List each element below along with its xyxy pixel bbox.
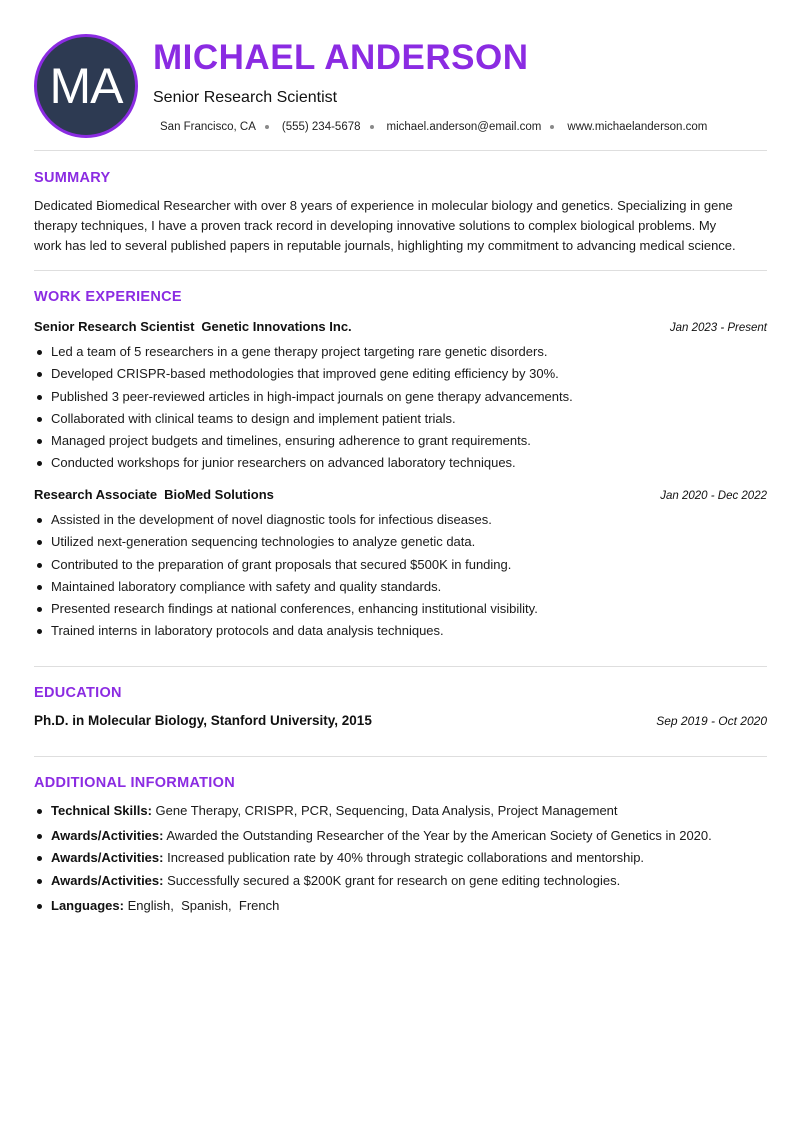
job-bullets [34, 341, 767, 475]
summary-heading: SUMMARY [34, 170, 111, 186]
summary-line: therapy techniques, I have a proven track record in developing innovative solutions to complex biological problems. My [34, 218, 717, 233]
item-text: Successfully secured a $200K grant for research on gene editing technologies. [167, 872, 621, 888]
job-header [34, 318, 767, 336]
summary-line: work has led to several published papers in reputable journals, highlighting my commitment to advancing medical science. [34, 238, 736, 253]
item-label: Awards/Activities: [51, 850, 164, 866]
item-text: Increased publication rate by 40% through strategic collaborations and mentorship. [167, 850, 645, 866]
list-item: Developed CRISPR-based methodologies that improved gene editing efficiency by 30%. [34, 363, 767, 385]
contact-website[interactable]: www.michaelanderson.com [567, 121, 708, 133]
additional-list [34, 825, 767, 892]
separator-dot-icon [265, 125, 269, 129]
job-role: Senior Research Scientist [34, 319, 195, 334]
job-bullets [34, 509, 767, 643]
separator-dot-icon [370, 125, 374, 129]
list-item: Published 3 peer-reviewed articles in high-impact journals on gene therapy advancements. [34, 386, 767, 408]
list-item [34, 825, 767, 847]
language: French [238, 898, 280, 913]
contact-phone[interactable]: (555) 234-5678 [281, 121, 361, 133]
additional-list [34, 895, 767, 917]
list-item [34, 870, 767, 892]
list-item: Presented research findings at national conferences, enhancing institutional visibility. [34, 598, 767, 620]
job-company: Genetic Innovations Inc. [201, 319, 352, 334]
language: Spanish, [181, 898, 232, 913]
job-role: Research Associate [34, 487, 158, 502]
job-dates: Jan 2023 - Present [669, 322, 767, 334]
list-item: Led a team of 5 researchers in a gene therapy project targeting rare genetic disorders. [34, 341, 767, 363]
list-item: Conducted workshops for junior researchers on advanced laboratory techniques. [34, 452, 767, 474]
candidate-name: MICHAEL ANDERSON [153, 38, 529, 77]
list-item: Collaborated with clinical teams to design and implement patient trials. [34, 408, 767, 430]
job-header [34, 486, 767, 504]
education-degree: Ph.D. in Molecular Biology, Stanford University, 2015 [34, 713, 372, 728]
list-item [34, 847, 767, 869]
list-item: Maintained laboratory compliance with safety and quality standards. [34, 576, 767, 598]
section-divider [34, 666, 767, 667]
section-divider [34, 150, 767, 151]
job-company: BioMed Solutions [164, 487, 274, 502]
candidate-title: Senior Research Scientist [153, 89, 338, 106]
summary-text [34, 196, 769, 256]
resume-header [0, 0, 800, 150]
contact-email[interactable]: michael.anderson@email.com [386, 121, 542, 133]
education-heading: EDUCATION [34, 685, 122, 701]
education-dates: Sep 2019 - Oct 2020 [656, 714, 767, 728]
section-divider [34, 270, 767, 271]
list-item: Utilized next-generation sequencing technologies to analyze genetic data. [34, 531, 767, 553]
item-label: Technical Skills: [51, 803, 152, 818]
list-item [34, 800, 767, 822]
item-text: Awarded the Outstanding Researcher of the Year by the American Society of Genetics in 2020. [166, 828, 712, 843]
list-item: Assisted in the development of novel diagnostic tools for infectious diseases. [34, 509, 767, 531]
avatar: MA [34, 34, 138, 138]
section-divider [34, 756, 767, 757]
experience-heading: WORK EXPERIENCE [34, 289, 182, 305]
job-dates: Jan 2020 - Dec 2022 [660, 490, 767, 502]
list-item [34, 895, 767, 917]
item-label: Awards/Activities: [51, 872, 164, 888]
summary-line: Dedicated Biomedical Researcher with over 8 years of experience in molecular biology and genetics. Specializing in gene [34, 198, 733, 213]
list-item: Trained interns in laboratory protocols and data analysis techniques. [34, 620, 767, 642]
separator-dot-icon [550, 125, 554, 129]
item-label: Languages: [51, 898, 124, 913]
item-label: Awards/Activities: [51, 828, 164, 843]
item-text: Gene Therapy, CRISPR, PCR, Sequencing, Data Analysis, Project Management [155, 803, 618, 818]
language: English, [127, 898, 174, 913]
additional-list [34, 800, 767, 822]
contact-bar [160, 121, 707, 133]
list-item: Contributed to the preparation of grant proposals that secured $500K in funding. [34, 554, 767, 576]
additional-heading: ADDITIONAL INFORMATION [34, 775, 235, 791]
education-entry [34, 713, 767, 728]
list-item: Managed project budgets and timelines, ensuring adherence to grant requirements. [34, 430, 767, 452]
contact-location: San Francisco, CA [160, 121, 256, 133]
